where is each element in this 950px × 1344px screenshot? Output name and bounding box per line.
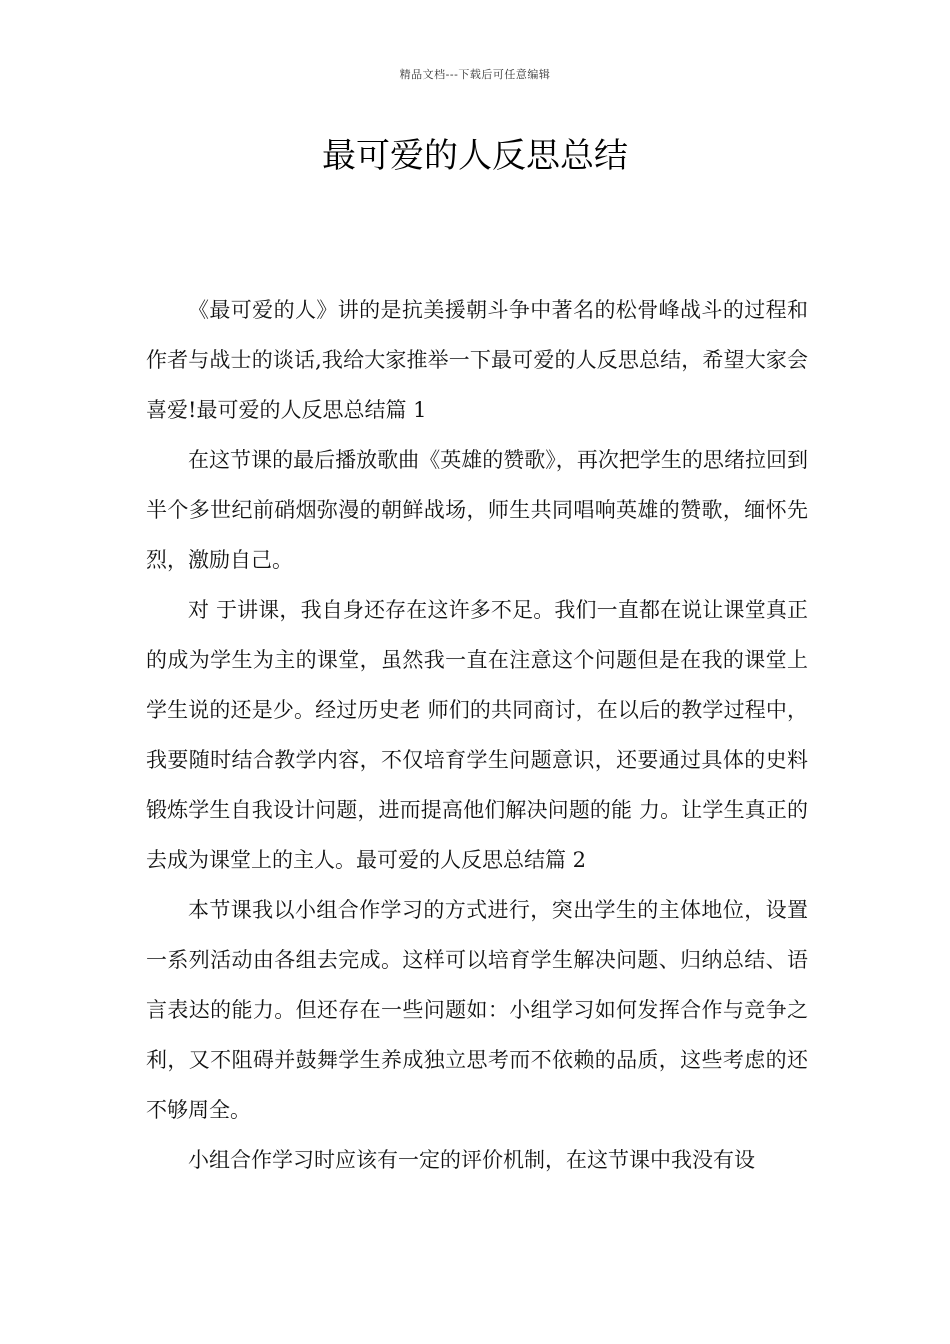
paragraph-5: 小组合作学习时应该有一定的评价机制，在这节课中我没有设	[188, 1148, 755, 1172]
paragraph-1: 《最可爱的人》讲的是抗美援朝斗争中著名的松骨峰战斗的过程和作者与战士的谈话,我给大家推举一下最可爱的人反思总结，希望大家会喜爱!最可爱的人反思总结篇 1	[146, 298, 808, 422]
page-title: 最可爱的人反思总结	[322, 136, 628, 176]
paragraph-4: 本节课我以小组合作学习的方式进行，突出学生的主体地位，设置一系列活动由各组去完成。这样可以培育学生解决问题、归纳总结、语言表达的能力。但还存在一些问题如：小组学习如何发挥合作与竞争之利，又不阻碍并鼓舞学生养成独立思考而不依赖的品质，这些考虑的还不够周全。	[146, 898, 808, 1122]
header-note: 精品文档---下载后可任意编辑	[399, 68, 551, 81]
document-body	[146, 285, 808, 1185]
paragraph-3: 对 于讲课，我自身还存在这许多不足。我们一直都在说让课堂真正的成为学生为主的课堂，虽然我一直在注意这个问题但是在我的课堂上学生说的还是少。经过历史老 师们的共同商讨，在以后的教学过程中，我要随时结合教学内容，不仅培育学生问题意识，还要通过具体的史料锻炼学生自我设计问题，进而提高他们解决问题的能 力。让学生真正的去成为课堂上的主人。最可爱的人反思总结篇 2	[146, 598, 808, 872]
paragraph-2: 在这节课的最后播放歌曲《英雄的赞歌》，再次把学生的思绪拉回到半个多世纪前硝烟弥漫的朝鲜战场，师生共同唱响英雄的赞歌，缅怀先烈，激励自己。	[146, 448, 808, 572]
